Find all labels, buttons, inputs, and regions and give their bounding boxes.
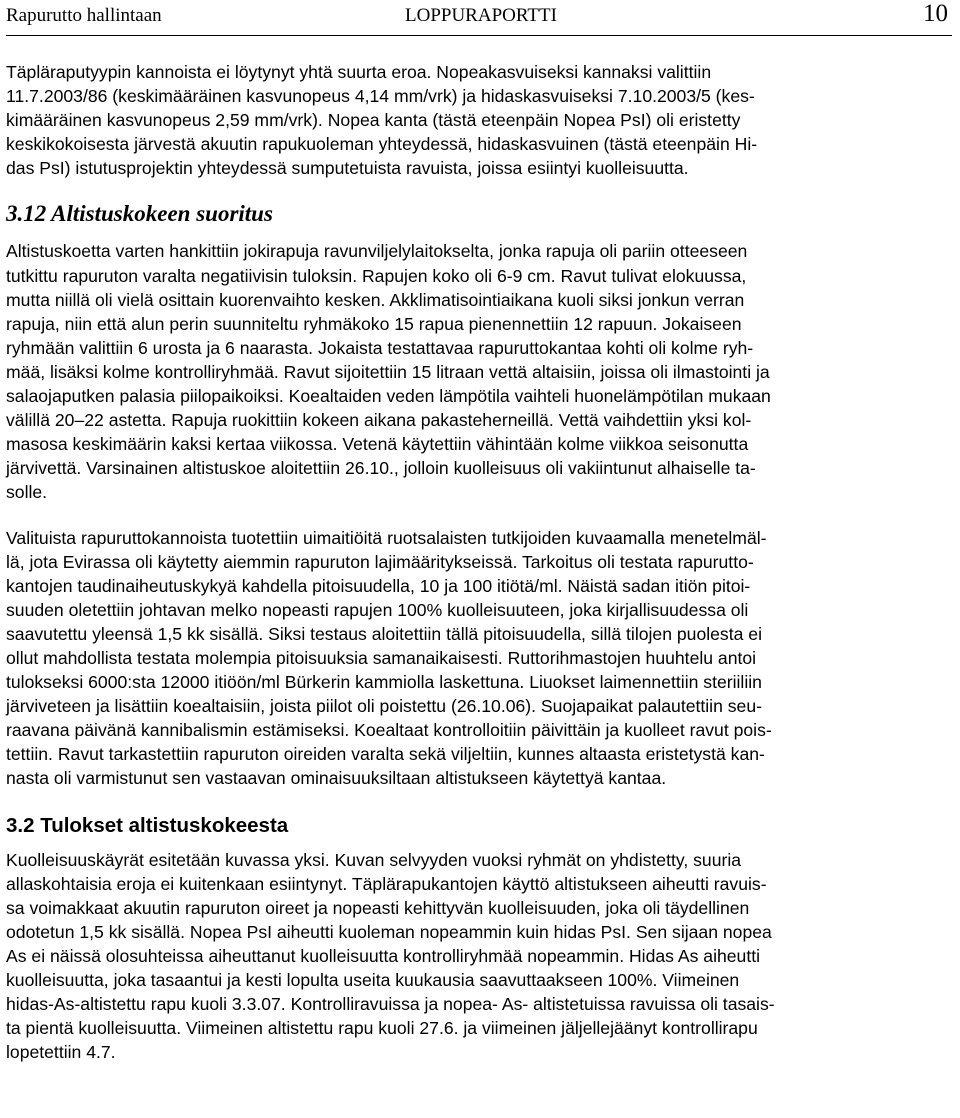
- page-header: [6, 0, 952, 34]
- section-heading-3-2: 3.2 Tulokset altistuskokeesta: [6, 813, 289, 837]
- document-body: [6, 60, 950, 1064]
- section-heading-3-12: 3.12 Altistuskokeen suoritus: [6, 201, 273, 227]
- paragraph-experiment-setup: Altistuskoetta varten hankittiin jokirapuja ravunviljelylaitokselta, jonka rapuja oli pariin otteeseen tutkittu rapuruton varalta negatiivisin tuloksin. Rapujen koko oli 6-9 cm. Ravut tulivat elokuussa, mutta niillä oli vielä osittain kuorenvaihto kesken. Akklimatisointiaikana kuoli siksi jonkun verran rapuja, niin että alun perin suunniteltu ryhmäkoko 15 rapua pienennettiin 12 rapuun. Jokaiseen ryhmään valittiin 6 urosta ja 6 naarasta. Jokaista testattavaa rapuruttokantaa kohti oli kolme ryh- mää, lisäksi kolme kontrolliryhmää. Ravut sijoitettiin 15 litraan vettä altaisiin, joissa oli ilmastointi ja salaojaputken palasia piilopaikoiksi. Koealtaiden veden lämpötila vaihteli huonelämpötilan mukaan välillä 20–22 astetta. Rapuja ruokittiin kokeen aikana pakasteherneillä. Vettä vaihdettiin yksi kol- masosa keskimäärin kaksi kertaa viikossa. Vetenä käytettiin vähintään kolme viikkoa seisonutta järvivettä. Varsinainen altistuskoe aloitettiin 26.10., jolloin kuolleisuus oli vakiintunut alhaiselle ta- solle.: [6, 241, 771, 503]
- page-number: 10: [923, 0, 948, 27]
- header-divider: [6, 35, 952, 36]
- paragraph-spore-production: Valituista rapuruttokannoista tuotettiin uimaitiöitä ruotsalaisten tutkijoiden kuvaamalla menetelmäl- lä, jota Evirassa oli käytetty aiemmin rapuruton lajimääritykseissä. Tarkoitus oli testata rapurutto- kantojen taudinaiheutuskykyä kahdella pitoisuudella, 10 ja 100 itiötä/ml. Näistä sadan itiön pitoi- suuden oletettiin johtavan melko nopeasti rapujen 100% kuolleisuuteen, joka kirjallisuudessa oli saavutettu yleensä 1,5 kk sisällä. Siksi testaus aloitettiin tällä pitoisuudella, sillä tilojen puolesta ei ollut mahdollista testata molempia pitoisuuksia samanaikaisesti. Ruttorihmastojen huuhtelu antoi tulokseksi 6000:sta 12000 itiöön/ml Bürkerin kammiolla laskettuna. Liuokset laimennettiin steriiliin järviveteen ja lisättiin koealtaisiin, joista piilot oli poistettu (26.10.06). Suojapaikat palautettiin seu- raavana päivänä kannibalismin estämiseksi. Koealtaat kontrolloitiin päivittäin ja kuolleet ravut pois- tettiin. Ravut tarkastettiin rapuruton oireiden varalta sekä viljeltiin, kunnes altaasta eristetystä kan- nasta oli varmistunut sen vastaavan ominaisuuksiltaan altistukseen käytettyä kantaa.: [6, 527, 772, 789]
- header-report-type: LOPPURAPORTTI: [405, 5, 557, 26]
- paragraph-strain-selection: Täpläraputyypin kannoista ei löytynyt yhtä suurta eroa. Nopeakasvuiseksi kannaksi valittiin 11.7.2003/86 (keskimääräinen kasvunopeus 4,14 mm/vrk) ja hidaskasvuiseksi 7.10.2003/5 (kes- kimääräinen kasvunopeus 2,59 mm/vrk). Nopea kanta (tästä eteenpäin Nopea PsI) oli eristetty keskikokoisesta järvestä akuutin rapukuoleman yhteydessä, hidaskasvuinen (tästä eteenpäin Hi- das PsI) istutusprojektin yhteydessä sumputetuista ravuista, joissa esiintyi kuolleisuutta.: [6, 62, 758, 179]
- header-report-title: Rapurutto hallintaan: [6, 5, 162, 26]
- paragraph-results: Kuolleisuuskäyrät esitetään kuvassa yksi. Kuvan selvyyden vuoksi ryhmät on yhdistetty, suuria allaskohtaisia eroja ei kuitenkaan esiintynyt. Täplärapukantojen käyttö altistukseen aiheutti ravuis- sa voimakkaat akuutin rapuruton oireet ja nopeasti kehittyvän kuolleisuuden, joka oli täydellinen odotetun 1,5 kk sisällä. Nopea PsI aiheutti kuoleman nopeammin kuin hidas PsI. Sen sijaan nopea As ei näissä olosuhteissa aiheuttanut kuolleisuutta kontrolliryhmää nopeammin. Hidas As aiheutti kuolleisuutta, joka tasaantui ja kesti lopulta useita kuukausia saavuttaakseen 100%. Viimeinen hidas-As-altistettu rapu kuoli 3.3.07. Kontrolliravuissa ja nopea- As- altistetuissa ravuissa oli tasais- ta pientä kuolleisuutta. Viimeinen altistettu rapu kuoli 27.6. ja viimeinen jäljellejäänyt kontrollirapu lopetettiin 4.7.: [6, 849, 775, 1063]
